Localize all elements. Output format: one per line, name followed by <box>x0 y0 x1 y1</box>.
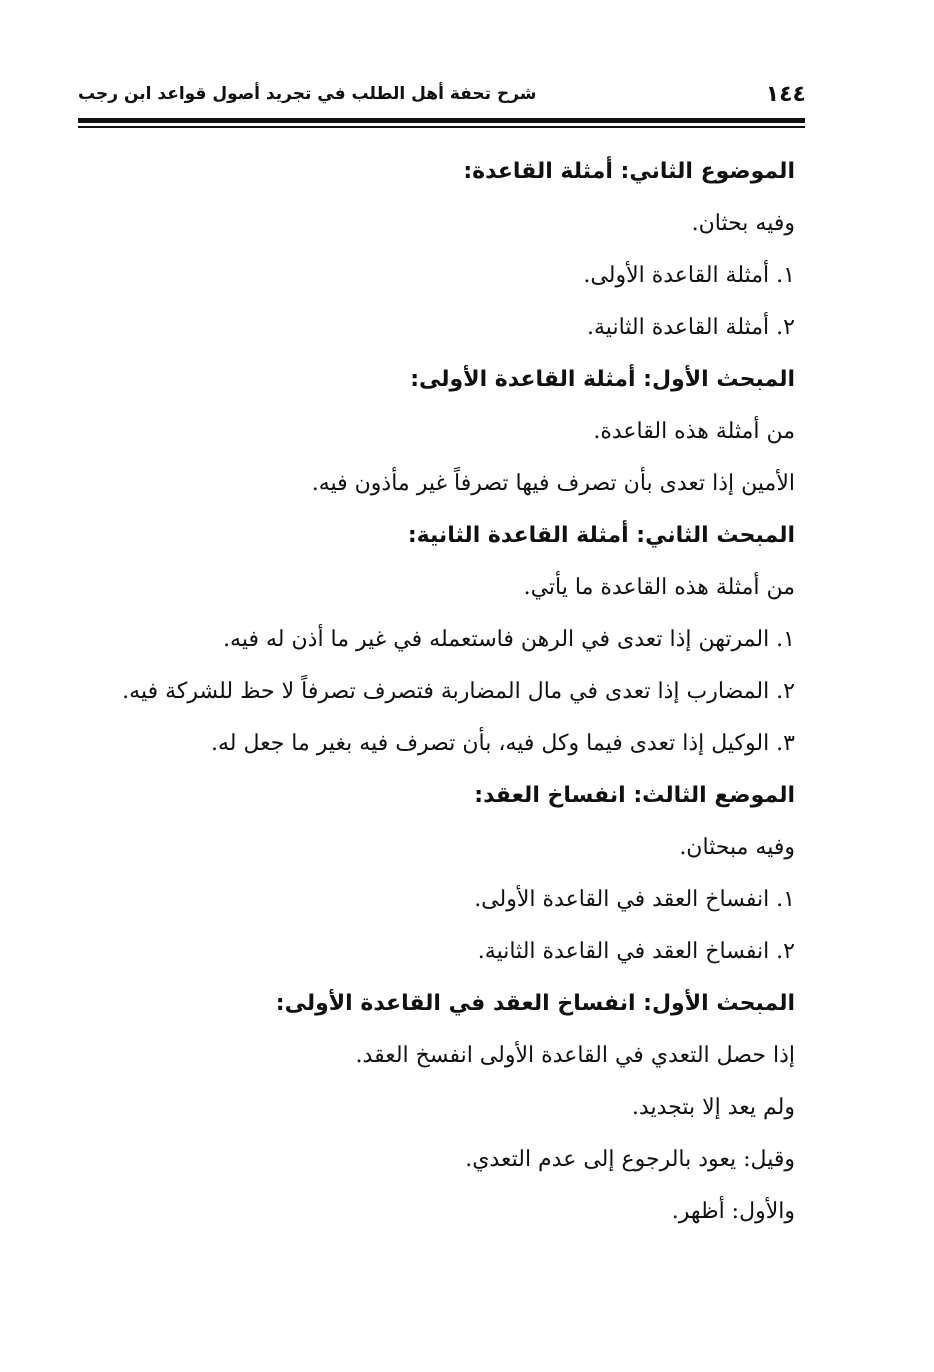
running-header <box>78 78 806 118</box>
list-item: ٢. المضارب إذا تعدى في مال المضاربة فتصرف تصرفاً لا حظ للشركة فيه. <box>122 679 795 704</box>
paragraph-line: من أمثلة هذه القاعدة. <box>593 419 795 444</box>
paragraph-line: والأول: أظهر. <box>671 1199 795 1224</box>
section-heading: الموضوع الثاني: أمثلة القاعدة: <box>463 159 795 184</box>
paragraph-line: وفيه مبحثان. <box>679 835 795 860</box>
list-item: ١. أمثلة القاعدة الأولى. <box>583 263 795 288</box>
paragraph-line: ولم يعد إلا بتجديد. <box>631 1095 795 1120</box>
header-rule-thin <box>78 126 805 128</box>
list-item: ١. انفساخ العقد في القاعدة الأولى. <box>474 887 795 912</box>
page-body <box>90 146 795 1238</box>
book-title: شرح تحفة أهل الطلب في تجريد أصول قواعد ابن رجب <box>78 84 537 104</box>
header-rule-thick <box>78 118 805 123</box>
list-item: ٢. أمثلة القاعدة الثانية. <box>587 315 795 340</box>
section-heading: المبحث الأول: انفساخ العقد في القاعدة الأولى: <box>275 991 795 1016</box>
section-heading: الموضع الثالث: انفساخ العقد: <box>474 783 795 808</box>
list-item: ٣. الوكيل إذا تعدى فيما وكل فيه، بأن تصرف فيه بغير ما جعل له. <box>210 731 795 756</box>
paragraph-line: إذا حصل التعدي في القاعدة الأولى انفسخ العقد. <box>355 1043 795 1068</box>
paragraph-line: من أمثلة هذه القاعدة ما يأتي. <box>523 575 795 600</box>
paragraph-line: وقيل: يعود بالرجوع إلى عدم التعدي. <box>465 1147 795 1172</box>
paragraph-line: الأمين إذا تعدى بأن تصرف فيها تصرفاً غير مأذون فيه. <box>311 471 795 496</box>
paragraph-line: وفيه بحثان. <box>691 211 795 236</box>
page-number: ١٤٤ <box>765 82 806 107</box>
list-item: ١. المرتهن إذا تعدى في الرهن فاستعمله في غير ما أذن له فيه. <box>223 627 795 652</box>
list-item: ٢. انفساخ العقد في القاعدة الثانية. <box>477 939 795 964</box>
section-heading: المبحث الثاني: أمثلة القاعدة الثانية: <box>407 523 795 548</box>
section-heading: المبحث الأول: أمثلة القاعدة الأولى: <box>410 367 795 392</box>
